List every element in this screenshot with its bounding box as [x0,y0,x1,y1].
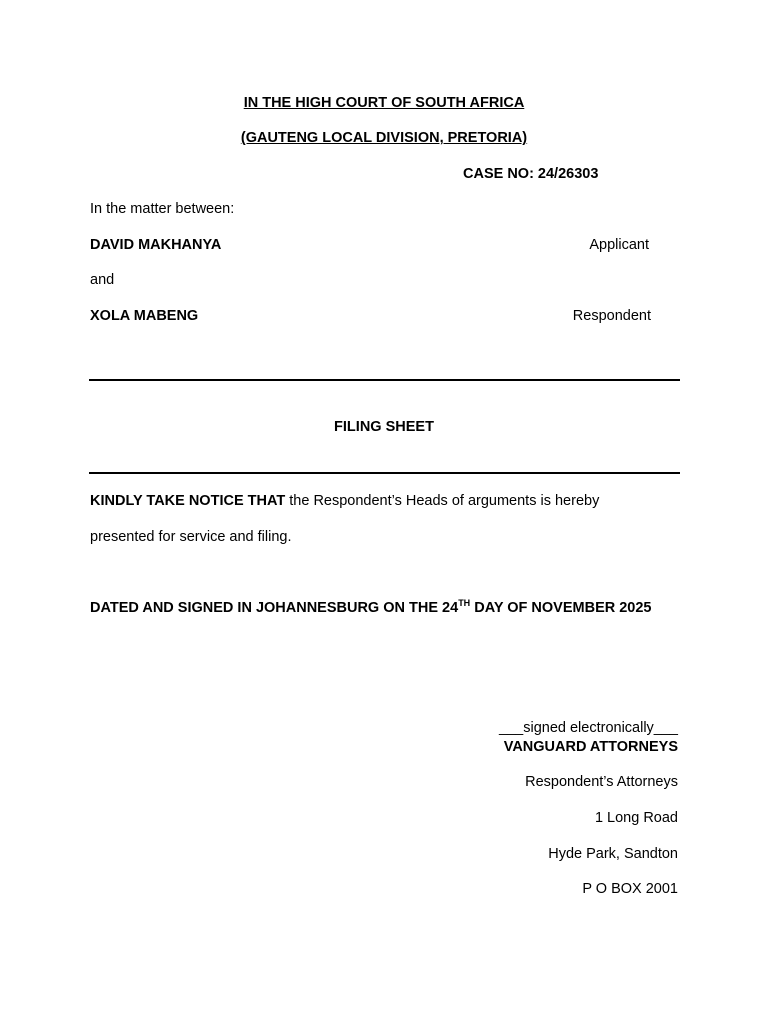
dated-text-start: DATED AND SIGNED IN JOHANNESBURG ON THE 24 [90,600,459,616]
bottom-divider-rule [89,472,680,474]
dated-signed-line [90,599,652,617]
notice-line-1 [90,492,599,510]
top-divider-rule [89,379,680,381]
and-conjunction: and [90,272,115,288]
signed-electronically: ___signed electronically___ [499,720,678,736]
notice-lead: KINDLY TAKE NOTICE THAT [90,493,286,509]
po-box: P O BOX 2001 [582,881,678,897]
attorney-firm: VANGUARD ATTORNEYS [503,739,678,755]
case-number: CASE NO: 24/26303 [463,166,599,182]
address-line-1: 1 Long Road [594,810,678,826]
applicant-role: Applicant [589,237,649,253]
notice-line-2: presented for service and filing. [90,529,292,545]
applicant-name: DAVID MAKHANYA [90,237,222,253]
respondent-role: Respondent [572,308,651,324]
attorney-role: Respondent’s Attorneys [525,774,678,790]
division-heading: (GAUTENG LOCAL DIVISION, PRETORIA) [240,130,528,146]
court-heading: IN THE HIGH COURT OF SOUTH AFRICA [243,95,525,111]
matter-intro: In the matter between: [90,201,235,217]
dated-text-end: DAY OF NOVEMBER 2025 [470,600,652,616]
address-line-2: Hyde Park, Sandton [548,846,678,862]
respondent-name: XOLA MABENG [90,308,199,324]
ordinal-suffix: TH [458,598,471,608]
notice-line-1-text: the Respondent’s Heads of arguments is hereby [285,493,600,509]
document-title: FILING SHEET [334,419,434,435]
